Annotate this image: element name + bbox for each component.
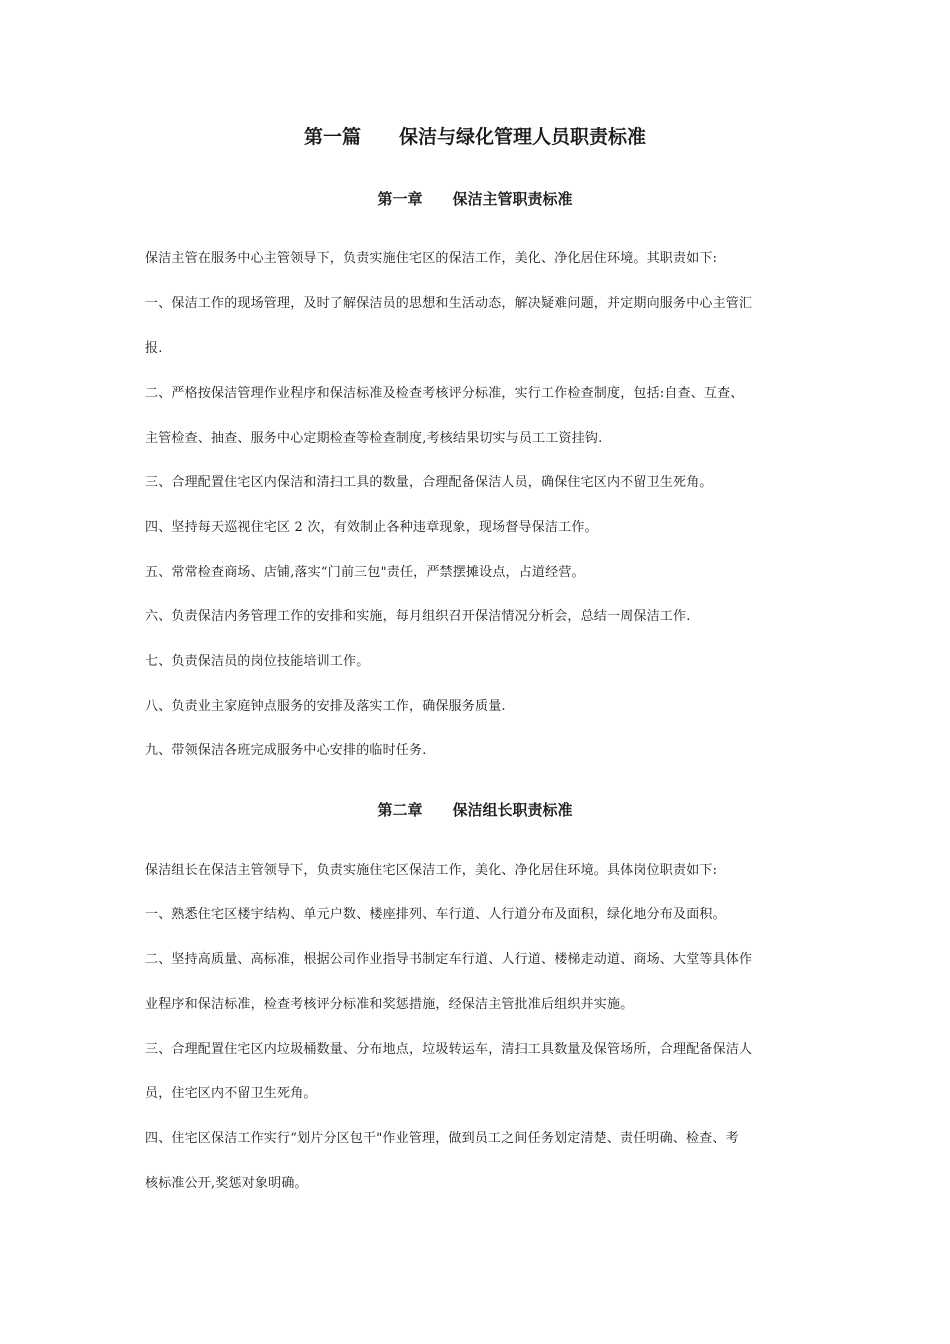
chapter-1-line: 四、坚持每天巡视住宅区 2 次，有效制止各种违章现象，现场督导保洁工作。 xyxy=(145,520,598,535)
chapter-2-line: 核标准公开,奖惩对象明确。 xyxy=(145,1176,308,1191)
chapter-1-line: 三、合理配置住宅区内保洁和清扫工具的数量，合理配备保洁人员，确保住宅区内不留卫生死角。 xyxy=(145,475,713,490)
chapter-2-line: 员，住宅区内不留卫生死角。 xyxy=(145,1086,317,1101)
chapter-1-line: 五、常常检查商场、店铺,落实“门前三包"责任，严禁摆摊设点，占道经营。 xyxy=(145,565,585,580)
chapter-2-line: 三、合理配置住宅区内垃圾桶数量、分布地点，垃圾转运车，清扫工具数量及保管场所，合理配备保洁人 xyxy=(145,1042,753,1057)
chapter-1-line: 二、严格按保洁管理作业程序和保洁标准及检查考核评分标准，实行工作检查制度，包括:自查、互查、 xyxy=(145,386,744,401)
chapter-2-title: 第二章 保洁组长职责标准 xyxy=(377,801,573,819)
part-title: 第一篇 保洁与绿化管理人员职责标准 xyxy=(303,126,646,148)
chapter-1-intro: 保洁主管在服务中心主管领导下，负责实施住宅区的保洁工作，美化、净化居住环境。其职责如下: xyxy=(145,251,718,266)
chapter-1-line: 六、负责保洁内务管理工作的安排和实施，每月组织召开保洁情况分析会，总结一周保洁工作. xyxy=(145,609,691,624)
chapter-2-line: 四、住宅区保洁工作实行“划片分区包干"作业管理，做到员工之间任务划定清楚、责任明确、检查、考 xyxy=(145,1131,739,1146)
chapter-1-title: 第一章 保洁主管职责标准 xyxy=(377,190,573,208)
chapter-1-line: 一、保洁工作的现场管理，及时了解保洁员的思想和生活动态，解决疑难问题，并定期向服务中心主管汇 xyxy=(145,296,753,311)
chapter-2-line: 业程序和保洁标准，检查考核评分标准和奖惩措施，经保洁主管批准后组织并实施。 xyxy=(145,997,634,1012)
chapter-2-line: 二、坚持高质量、高标准，根据公司作业指导书制定车行道、人行道、楼梯走动道、商场、大堂等具体作 xyxy=(145,952,753,967)
chapter-1-line: 七、负责保洁员的岗位技能培训工作。 xyxy=(145,654,370,669)
chapter-1-line: 主管检查、抽查、服务中心定期检查等检查制度,考核结果切实与员工工资挂钩. xyxy=(145,431,603,446)
chapter-1-line: 报. xyxy=(145,341,163,356)
chapter-1-line: 八、负责业主家庭钟点服务的安排及落实工作，确保服务质量. xyxy=(145,699,506,714)
chapter-2-intro: 保洁组长在保洁主管领导下，负责实施住宅区保洁工作，美化、净化居住环境。具体岗位职责如下: xyxy=(145,863,718,878)
chapter-1-line: 九、带领保洁各班完成服务中心安排的临时任务. xyxy=(145,743,427,758)
chapter-2-line: 一、熟悉住宅区楼宇结构、单元户数、楼座排列、车行道、人行道分布及面积，绿化地分布及面积。 xyxy=(145,907,726,922)
